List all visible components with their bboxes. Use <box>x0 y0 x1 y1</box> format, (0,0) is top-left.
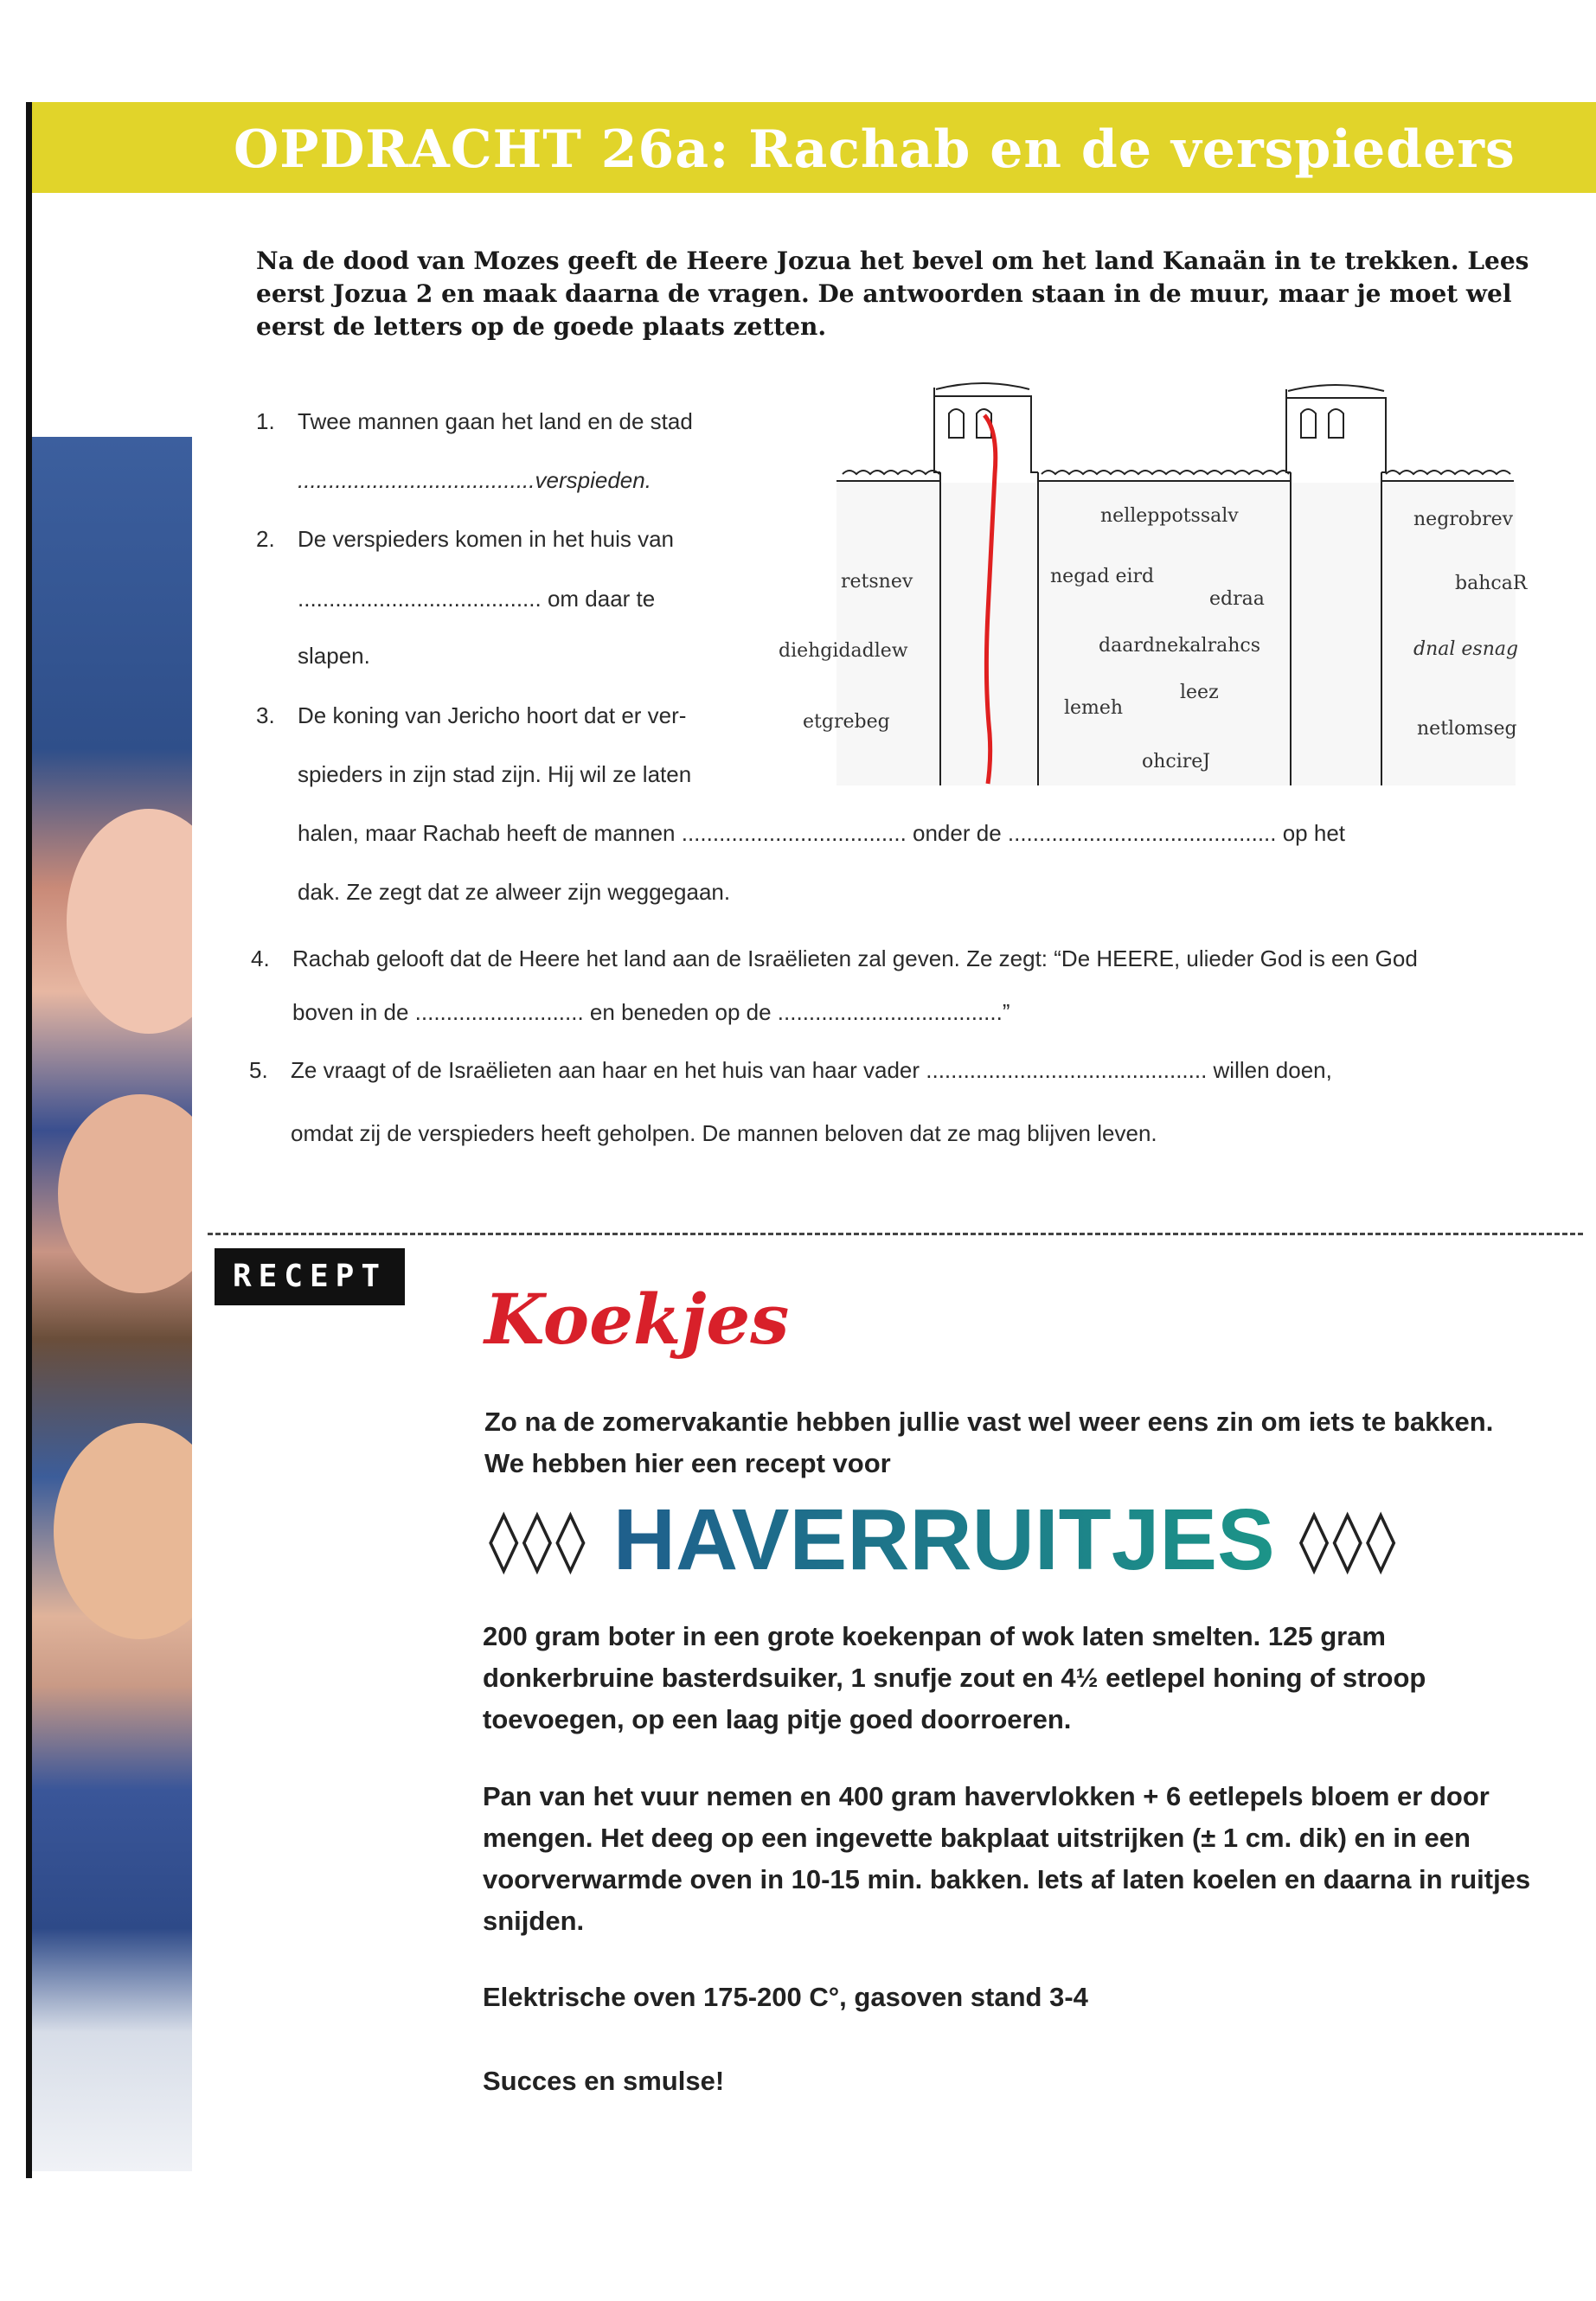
question-line: Twee mannen gaan het land en de stad <box>298 408 693 434</box>
diamonds-right-icon: ◊◊◊ <box>1298 1504 1400 1575</box>
wall-word: bahcaR <box>1455 573 1528 594</box>
intro-text: Na de dood van Mozes geeft de Heere Jozua het bevel om het land Kanaän in te trekken. Lees eerst Jozua 2 en maak daarna de vragen. De antwoorden staan in de muur, maar je moet wel eerst de letters op de goede plaats zetten. <box>256 247 1529 341</box>
question-4 <box>251 945 1418 972</box>
question-2 <box>256 526 674 553</box>
question-2-answer-line: ....................................... om daar te <box>298 586 656 612</box>
wall-word: ohcireJ <box>1142 751 1211 772</box>
question-2-line-3: slapen. <box>298 643 370 669</box>
wall-word: dnal esnag <box>1413 638 1519 660</box>
closing-line: Succes en smulse! <box>483 2066 725 2096</box>
question-number: 2. <box>256 526 275 552</box>
wall-word: negad eird <box>1050 566 1155 587</box>
question-number: 1. <box>256 408 275 434</box>
question-1 <box>256 408 693 435</box>
question-line: Ze vraagt of de Israëlieten aan haar en het huis van haar vader ............................................. willen doen, <box>291 1057 1332 1083</box>
recipe-step-1: 200 gram boter in een grote koekenpan of wok laten smelten. 125 gram donkerbruine basterdsuiker, 1 snufje zout en 4½ eetlepel honing of stroop toevoegen, op een laag pitje goed doorroeren. <box>483 1621 1426 1734</box>
question-number: 5. <box>249 1057 268 1083</box>
wall-word: diehgidadlew <box>779 640 908 662</box>
wall-word: retsnev <box>841 571 913 593</box>
question-5-line-2: omdat zij de verspieders heeft geholpen. De mannen beloven dat ze mag blijven leven. <box>291 1120 1157 1146</box>
wall-word: leez <box>1180 682 1219 703</box>
page-left-rule <box>26 102 32 2178</box>
wall-word: etgrebeg <box>803 711 890 733</box>
section-divider <box>208 1233 1583 1235</box>
wall-word: negrobrev <box>1413 509 1514 530</box>
question-3-line-2: spieders in zijn stad zijn. Hij wil ze laten <box>298 761 692 787</box>
diamonds-left-icon: ◊◊◊ <box>489 1504 589 1575</box>
question-3-line-3: halen, maar Rachab heeft de mannen .................................... onder de ........................................... op het <box>298 820 1346 846</box>
recipe-name: HAVERRUITJES <box>612 1490 1275 1588</box>
jericho-wall-illustration <box>772 370 1528 792</box>
page-title: OPDRACHT 26a: Rachab en de verspieders <box>234 119 1516 180</box>
question-3-line-4: dak. Ze zegt dat ze alweer zijn weggegaan. <box>298 879 731 905</box>
wall-word: lemeh <box>1064 697 1124 719</box>
question-1-answer-line: ......................................verspieden. <box>298 467 651 493</box>
question-4-line-2: boven in de ........................... en beneden op de ....................................” <box>292 999 1010 1025</box>
question-3 <box>256 702 686 729</box>
recipe-intro: Zo na de zomervakantie hebben jullie vast wel weer eens zin om iets te bakken. We hebben hier een recept voor <box>484 1407 1494 1478</box>
question-number: 4. <box>251 945 270 971</box>
children-photo <box>32 437 192 2171</box>
wall-word: netlomseg <box>1417 718 1517 740</box>
recept-badge: RECEPT <box>215 1248 405 1305</box>
recipe-step-2: Pan van het vuur nemen en 400 gram havervlokken + 6 eetlepels bloem er door mengen. Het deeg op een ingevette bakplaat uitstrijken (± 1 cm. dik) en in een voorverwarmde oven in 10-15 min. bakken. Iets af laten koelen en daarna in ruitjes snijden. <box>483 1781 1531 1936</box>
wall-word: daardnekalrahcs <box>1099 635 1260 657</box>
question-line: Rachab gelooft dat de Heere het land aan de Israëlieten zal geven. Ze zegt: “De HEERE, ulieder God is een God <box>292 945 1418 971</box>
oven-settings: Elektrische oven 175-200 C°, gasoven stand 3-4 <box>483 1982 1088 2012</box>
wall-word: edraa <box>1209 588 1265 610</box>
question-line: De verspieders komen in het huis van <box>298 526 675 552</box>
question-line: De koning van Jericho hoort dat er ver- <box>298 702 687 728</box>
haverruitjes-heading <box>489 1492 1400 1587</box>
question-5 <box>249 1057 1332 1084</box>
question-number: 3. <box>256 702 275 728</box>
wall-word: nelleppotssalv <box>1100 505 1239 527</box>
recipe-title: Koekjes <box>484 1279 790 1360</box>
